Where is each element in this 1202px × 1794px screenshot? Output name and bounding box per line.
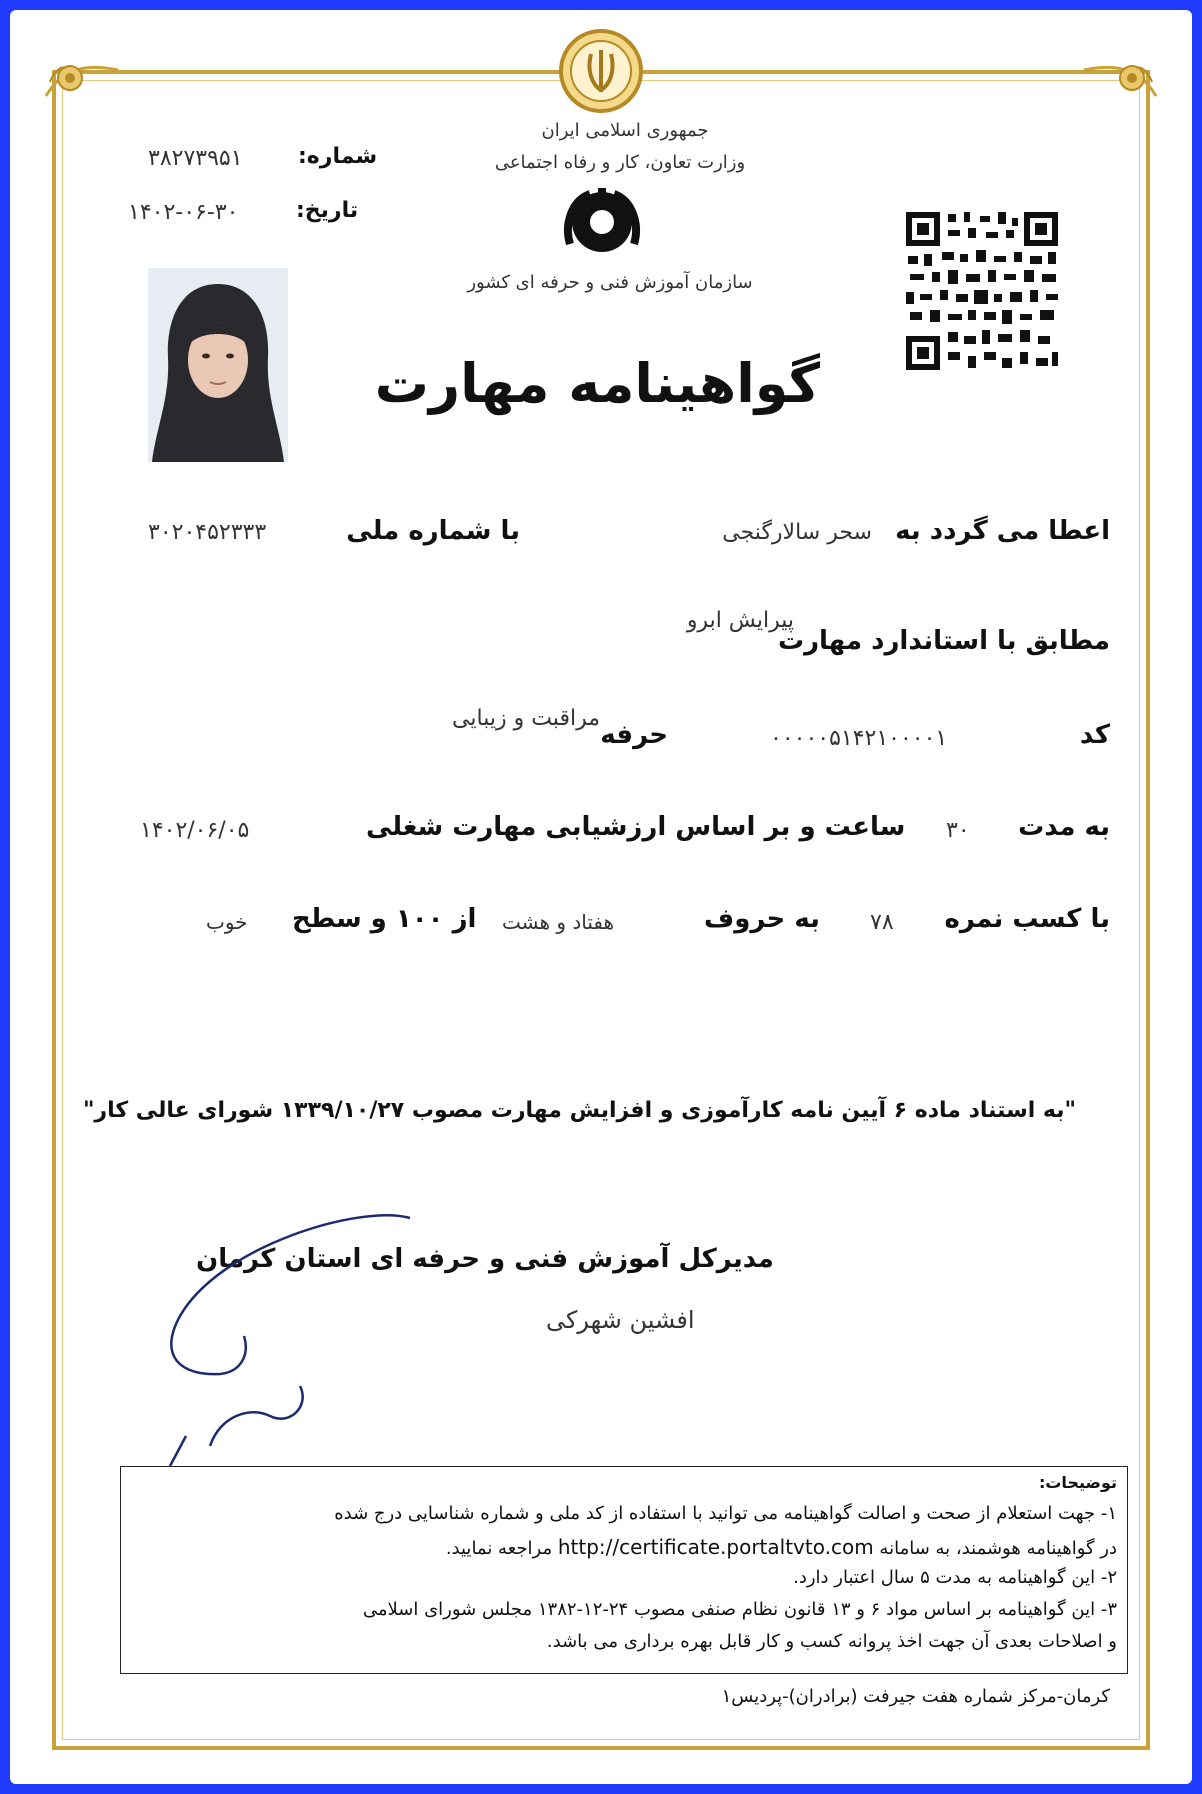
national-id: ۳۰۲۰۴۵۲۳۳۳ xyxy=(148,520,267,545)
notes-heading: توضیحات: xyxy=(1038,1473,1117,1492)
standard-label: مطابق با استاندارد مهارت xyxy=(777,626,1110,656)
note-line-5: و اصلاحات بعدی آن جهت اخذ پروانه کسب و کار قابل بهره برداری می باشد. xyxy=(546,1631,1117,1652)
ministry-title: وزارت تعاون، کار و رفاه اجتماعی xyxy=(494,152,746,173)
trade-label: حرفه xyxy=(600,720,668,750)
score-label: با کسب نمره xyxy=(944,904,1110,934)
corner-ornament-right xyxy=(1078,52,1162,106)
duration-value: ۳۰ xyxy=(946,818,970,843)
signatory-title: مدیرکل آموزش فنی و حرفه ای استان کرمان xyxy=(196,1244,774,1274)
standard-value: پیرایش ابرو xyxy=(686,608,794,633)
granted-label: اعطا می گردد به xyxy=(895,516,1110,546)
note-line-2-pre: در گواهینامه هوشمند، به سامانه xyxy=(879,1538,1117,1559)
note-line-4: ۳- این گواهینامه بر اساس مواد ۶ و ۱۳ قانون نظام صنفی مصوب ۲۴-۱۲-۱۳۸۲ مجلس شورای اسلامی xyxy=(362,1599,1117,1620)
date-label: تاریخ: xyxy=(296,198,359,223)
assessment-label: ساعت و بر اساس ارزشیابی مهارت شغلی xyxy=(366,812,906,842)
level-value: خوب xyxy=(206,910,248,934)
holder-name: سحر سالارگنجی xyxy=(722,520,872,545)
tvto-logo-icon xyxy=(550,184,654,258)
qr-code xyxy=(902,208,1062,374)
assessment-date: ۱۴۰۲/۰۶/۰۵ xyxy=(140,818,250,843)
note-line-1: ۱- جهت استعلام از صحت و اصالت گواهینامه می توانید با استفاده از کد ملی و شماره شناسایی درج شده xyxy=(334,1503,1117,1524)
code-label: کد xyxy=(1079,720,1110,750)
signature-mark xyxy=(140,1206,440,1476)
certificate-number: ۳۸۲۷۳۹۵۱ xyxy=(148,146,243,171)
duration-label: به مدت xyxy=(1018,812,1110,842)
score-letters: هفتاد و هشت xyxy=(502,910,615,934)
legal-citation: "به استناد ماده ۶ آیین نامه کارآموزی و افزایش مهارت مصوب ۱۳۳۹/۱۰/۲۷ شورای عالی کار" xyxy=(82,1098,1076,1123)
national-emblem-icon xyxy=(551,24,651,118)
portal-url[interactable]: http://certificate.portaltvto.com xyxy=(557,1535,874,1559)
training-center-footer: کرمان-مرکز شماره هفت جیرفت (برادران)-پردیس۱ xyxy=(721,1686,1110,1707)
holder-photo xyxy=(148,268,288,462)
signatory-name: افشین شهرکی xyxy=(546,1306,695,1334)
trade-value: مراقبت و زیبایی xyxy=(452,706,600,731)
republic-title: جمهوری اسلامی ایران xyxy=(541,120,709,141)
note-line-2-post: مراجعه نمایید. xyxy=(445,1538,553,1559)
out-of-label: از ۱۰۰ و سطح xyxy=(292,904,477,934)
certificate-title: گواهینامه مهارت xyxy=(374,352,820,415)
number-label: شماره: xyxy=(298,144,378,169)
issue-date: ۱۴۰۲-۰۶-۳۰ xyxy=(128,200,239,225)
organization-title: سازمان آموزش فنی و حرفه ای کشور xyxy=(467,272,753,293)
national-id-label: با شماره ملی xyxy=(346,516,520,546)
corner-ornament-left xyxy=(40,52,124,106)
notes-box xyxy=(120,1466,1128,1674)
in-letters-label: به حروف xyxy=(704,904,820,934)
note-line-2 xyxy=(446,1535,1117,1559)
score-value: ۷۸ xyxy=(870,910,894,935)
note-line-3: ۲- این گواهینامه به مدت ۵ سال اعتبار دارد. xyxy=(793,1567,1117,1588)
code-value: ۰۰۰۰۰۵۱۴۲۱۰۰۰۰۱ xyxy=(770,726,948,751)
